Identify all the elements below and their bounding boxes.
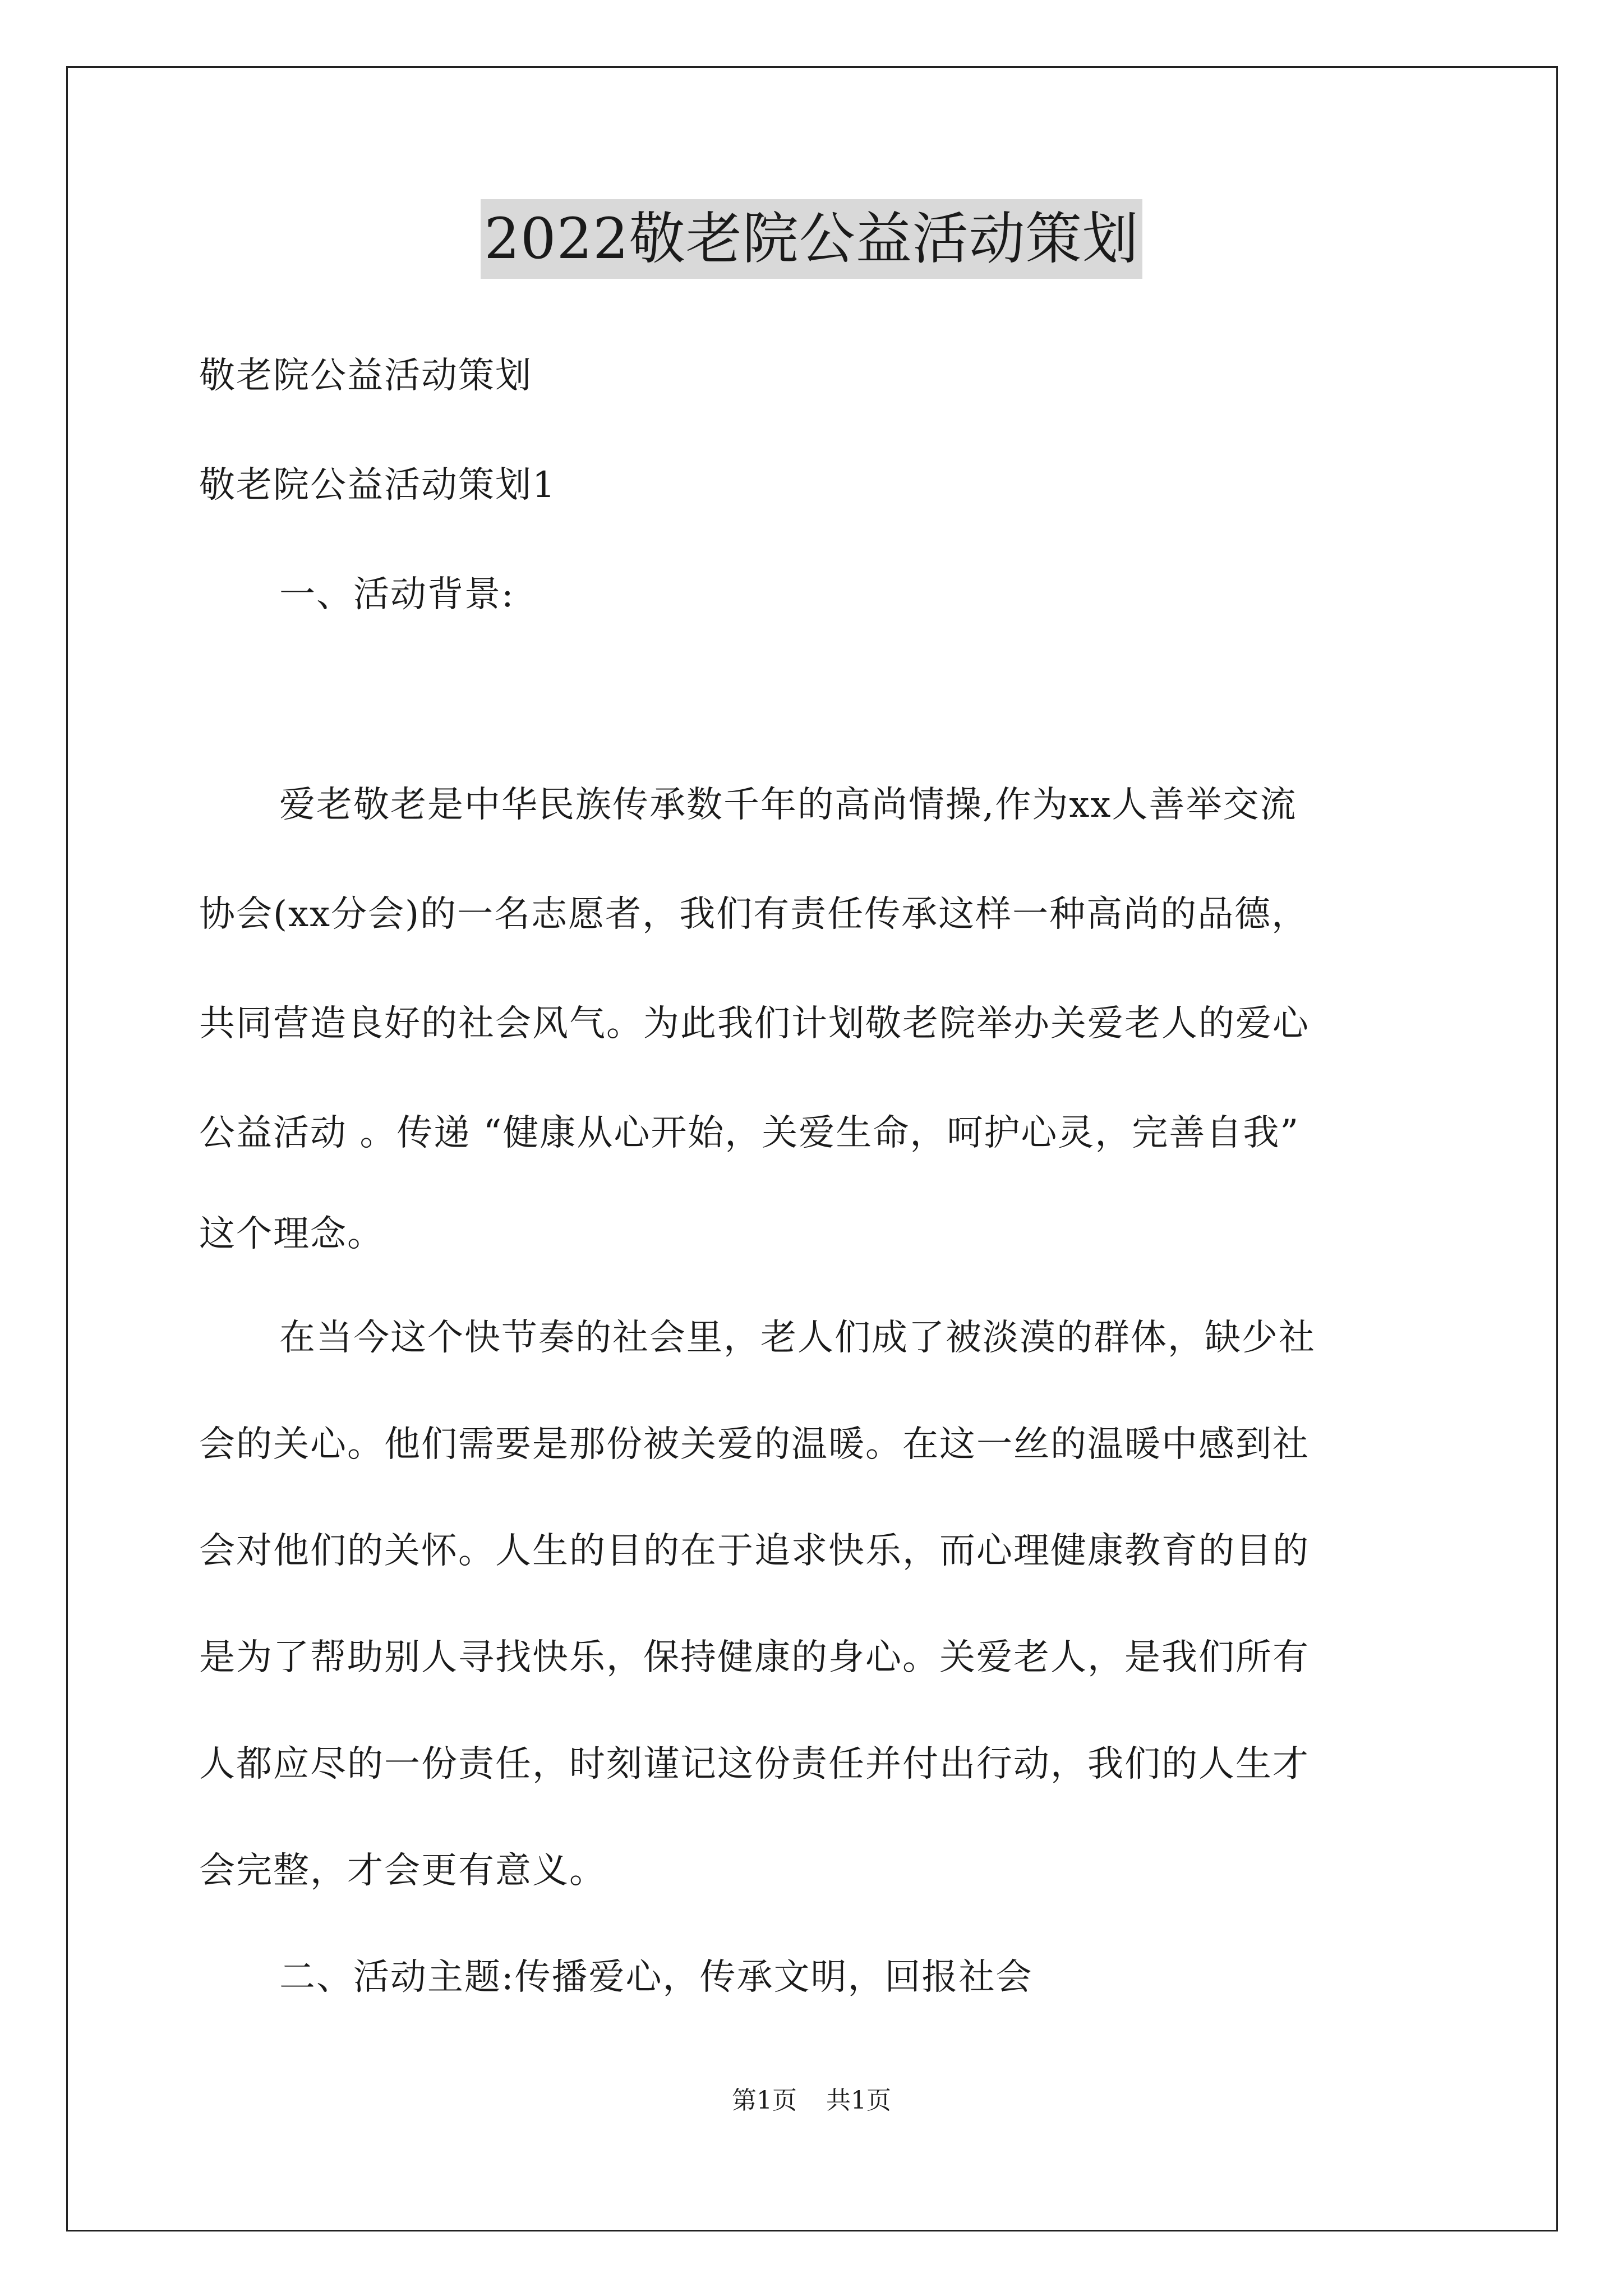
page-number: 第1页 bbox=[732, 2086, 797, 2115]
paragraph-line: 会对他们的关怀。人生的目的在于追求快乐，而心理健康教育的目的 bbox=[199, 1530, 1310, 1572]
paragraph-line: 爱老敬老是中华民族传承数千年的高尚情操,作为xx人善举交流 bbox=[279, 784, 1297, 826]
subtitle: 敬老院公益活动策划 bbox=[199, 355, 532, 397]
title-container bbox=[0, 199, 1623, 279]
paragraph-line: 在当今这个快节奏的社会里，老人们成了被淡漠的群体，缺少社 bbox=[279, 1317, 1316, 1359]
paragraph-line: 会完整，才会更有意义。 bbox=[199, 1850, 606, 1892]
paragraph-line: 协会(xx分会)的一名志愿者，我们有责任传承这样一种高尚的品德， bbox=[199, 894, 1309, 935]
paragraph-line: 会的关心。他们需要是那份被关爱的温暖。在这一丝的温暖中感到社 bbox=[199, 1424, 1310, 1465]
paragraph-line: 这个理念。 bbox=[199, 1213, 384, 1255]
page-footer bbox=[0, 2084, 1623, 2118]
paragraph-line: 人都应尽的一份责任，时刻谨记这份责任并付出行动，我们的人生才 bbox=[199, 1743, 1310, 1785]
document-title: 2022敬老院公益活动策划 bbox=[481, 199, 1142, 279]
paragraph-line: 是为了帮助别人寻找快乐，保持健康的身心。关爱老人，是我们所有 bbox=[199, 1637, 1310, 1678]
heading-background: 一、活动背景: bbox=[279, 574, 515, 615]
section-title: 敬老院公益活动策划1 bbox=[199, 464, 556, 506]
paragraph-line: 公益活动 。传递 “健康从心开始，关爱生命，呵护心灵，完善自我” bbox=[199, 1112, 1300, 1154]
heading-theme: 二、活动主题:传播爱心，传承文明，回报社会 bbox=[279, 1957, 1033, 1998]
page-total: 共1页 bbox=[826, 2086, 891, 2115]
paragraph-line: 共同营造良好的社会风气。为此我们计划敬老院举办关爱老人的爱心 bbox=[199, 1003, 1310, 1045]
